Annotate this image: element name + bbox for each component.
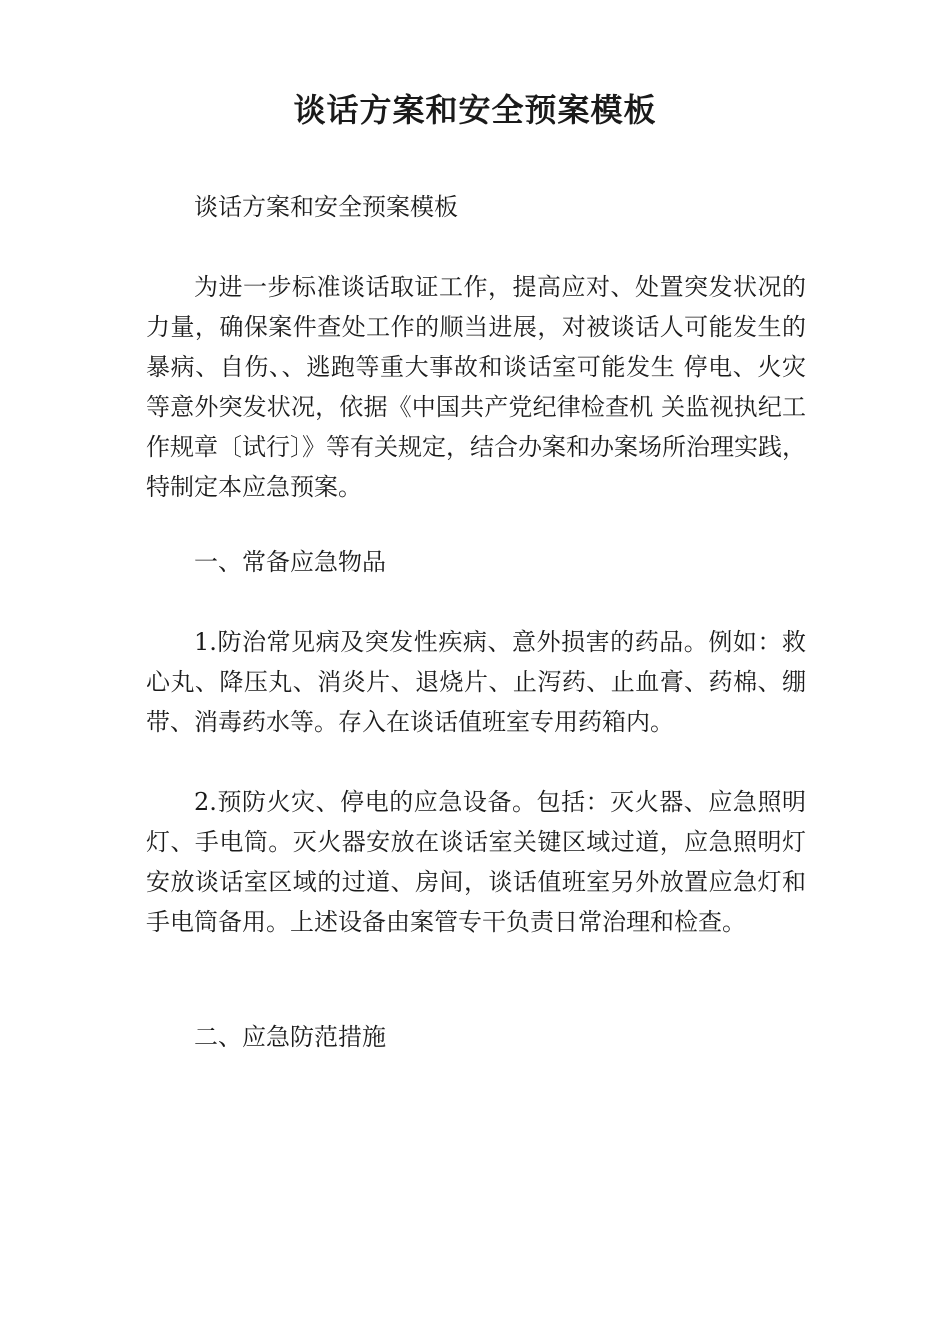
- document-subtitle: 谈话方案和安全预案模板: [194, 193, 458, 221]
- document-title: 谈话方案和安全预案模板: [293, 91, 657, 129]
- supplies-item-medicine: 1.防治常见病及突发性疾病、意外损害的药品。例如：救心丸、降压丸、消炎片、退烧片、止泻药、止血膏、药棉、绷带、消毒药水等。存入在谈话值班室专用药箱内。: [146, 628, 806, 736]
- section-heading-supplies: 一、常备应急物品: [194, 548, 386, 576]
- section-heading-measures: 二、应急防范措施: [194, 1023, 386, 1051]
- supplies-item-equipment: 2.预防火灾、停电的应急设备。包括：灭火器、应急照明灯、手电筒。灭火器安放在谈话室关键区域过道，应急照明灯安放谈话室区域的过道、房间，谈话值班室另外放置应急灯和手电筒备用。上述设备由案管专干负责日常治理和检查。: [146, 788, 806, 936]
- intro-paragraph: 为进一步标准谈话取证工作，提高应对、处置突发状况的力量，确保案件查处工作的顺当进展，对被谈话人可能发生的暴病、自伤、、逃跑等重大事故和谈话室可能发生 停电、火灾等意外突发状况，依据《中国共产党纪律检查机 关监视执纪工作规章〔试行〕》等有关规定，结合办案和办案场所治理实践，特制定本应急预案。: [146, 273, 806, 501]
